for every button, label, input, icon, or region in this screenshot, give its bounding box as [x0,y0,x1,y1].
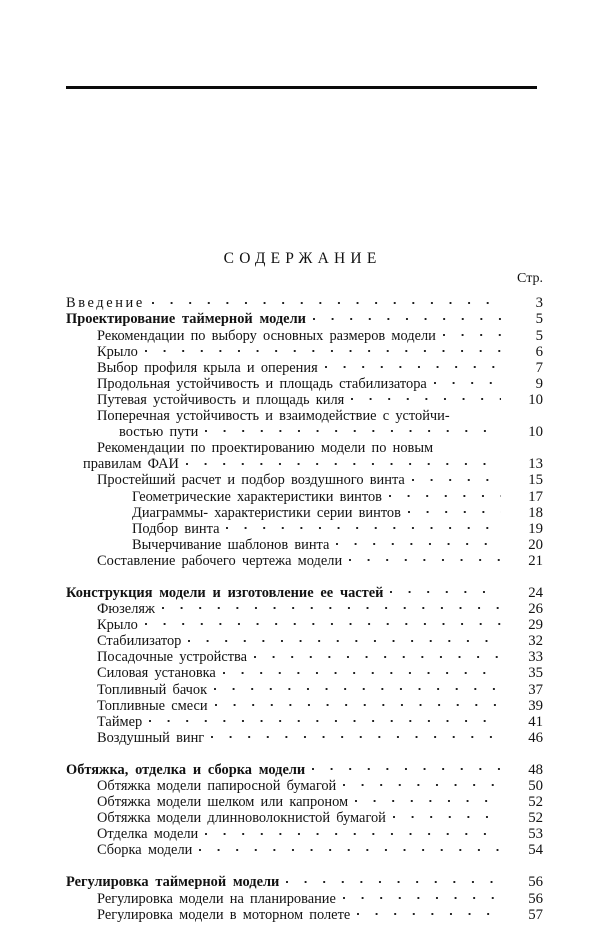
header-rule [66,86,537,89]
dot-leader [457,406,501,420]
toc-entry[interactable] [0,631,600,650]
dot-leader [349,551,501,565]
toc-entry[interactable] [0,454,600,473]
toc-entry-label: Конструкция модели и изготовление ее частей [66,584,384,601]
toc-entry-label: Таймер [97,713,143,730]
toc-entry[interactable] [0,470,600,489]
toc-entry-label: Топливные смеси [97,697,208,714]
toc-entry-page-number: 56 [528,890,543,907]
toc-entry-page-number: 50 [528,778,543,795]
toc-entry-label: Составление рабочего чертежа модели [97,552,343,569]
toc-entry-label: Регулировка таймерной модели [66,874,280,891]
toc-entry[interactable] [0,695,600,714]
toc-entry-label: Выбор профиля крыла и оперения [97,359,318,376]
dot-leader [343,776,501,790]
toc-entry-page-number: 35 [528,665,543,682]
toc-entry-label: Проектирование таймерной модели [66,311,306,328]
toc-entry[interactable] [0,422,600,441]
toc-entry-label: Регулировка модели на планирование [97,890,336,907]
toc-entry-label: Силовая установка [97,665,216,682]
toc-entry[interactable] [0,534,600,553]
toc-entry-page-number: 46 [528,729,543,746]
dot-leader [313,309,501,323]
dot-leader [343,888,501,902]
toc-entry-page-number: 54 [528,842,543,859]
dot-leader [188,631,501,645]
toc-entry[interactable] [0,727,600,746]
toc-entry-page-number: 52 [528,794,543,811]
dot-leader [390,583,501,597]
toc-entry-page-number: 19 [528,520,543,537]
toc-entry[interactable] [0,615,600,634]
dot-leader [162,599,501,613]
toc-entry[interactable] [0,438,600,457]
dot-leader [152,293,501,307]
toc-entry[interactable] [0,599,600,618]
toc-entry-label: Топливный бачок [97,681,208,698]
toc-entry-list [0,293,600,923]
toc-entry[interactable] [0,647,600,666]
dot-leader [149,711,501,725]
page-title: СОДЕРЖАНИЕ [223,250,382,267]
toc-entry-page-number: 53 [528,826,543,843]
toc-entry-label: Обтяжка модели длинноволокнистой бумагой [97,810,386,827]
dot-leader [186,454,501,468]
dot-leader [199,840,501,854]
toc-entry-page-number: 6 [535,343,543,360]
toc-entry[interactable] [0,341,600,360]
toc-entry[interactable] [0,406,600,425]
toc-entry[interactable] [0,373,600,392]
dot-leader [214,679,501,693]
toc-entry-page-number: 10 [528,424,543,441]
dot-leader [205,422,501,436]
toc-entry-page-number: 10 [528,391,543,408]
toc-entry[interactable] [0,502,600,521]
toc-entry[interactable] [0,486,600,505]
toc-entry[interactable] [0,679,600,698]
dot-leader [215,695,501,709]
toc-entry-page-number: 18 [528,504,543,521]
toc-entry-label: Простейший расчет и подбор воздушного винта [97,472,405,489]
toc-entry-label: Продольная устойчивость и площадь стабилизатора [97,375,427,392]
toc-entry-page-number: 9 [535,375,543,392]
toc-entry-label: Воздушный винг [97,729,205,746]
toc-entry-page-number: 48 [528,761,543,778]
dot-leader [393,808,501,822]
dot-leader [412,470,501,484]
toc-entry-page-number: 5 [535,327,543,344]
toc-entry-page-number: 24 [528,584,543,601]
toc-entry[interactable] [0,293,600,312]
toc-entry[interactable] [0,551,600,567]
toc-entry-label: Путевая устойчивость и площадь киля [97,391,345,408]
toc-entry[interactable] [0,872,600,891]
toc-entry-page-number: 32 [528,633,543,650]
dot-leader [336,534,501,548]
toc-entry-label: Подбор винта [132,520,220,537]
toc-entry-page-number: 33 [528,649,543,666]
toc-entry-label: Фюзеляж [97,601,155,618]
dot-leader [325,357,501,371]
dot-leader [408,502,501,516]
dot-leader [389,486,501,500]
toc-entry-page-number: 56 [528,874,543,891]
dot-leader [254,647,501,661]
dot-leader [145,341,501,355]
toc-entry[interactable] [0,309,600,328]
toc-entry-label: Диаграммы- характеристики серии винтов [132,504,401,521]
dot-leader [223,663,501,677]
toc-entry-label: Рекомендации по проектированию модели по новым [97,440,434,457]
toc-entry[interactable] [0,325,600,344]
toc-entry-page-number: 37 [528,681,543,698]
toc-entry[interactable] [0,904,600,923]
toc-entry-label: Поперечная устойчивость и взаимодействие с устойчи- [97,408,450,425]
dot-leader [145,615,501,629]
toc-entry-page-number: 3 [535,295,543,312]
toc-entry-label: Геометрические характеристики винтов [132,488,382,505]
dot-leader [205,824,501,838]
toc-entry[interactable] [0,888,600,907]
toc-entry-page-number: 13 [528,456,543,473]
toc-entry[interactable] [0,583,600,599]
toc-entry-page-number: 17 [528,488,543,505]
toc-entry-label: Сборка модели [97,842,193,859]
toc-entry[interactable] [0,840,600,859]
toc-entry-label: Рекомендации по выбору основных размеров модели [97,327,436,344]
toc-entry-label: Отделка модели [97,826,199,843]
toc-entry-label: Стабилизатор [97,633,182,650]
toc-entry-page-number: 26 [528,601,543,618]
toc-entry[interactable] [0,824,600,843]
dot-leader [434,373,501,387]
toc-entry-label: Крыло [97,343,138,360]
dot-leader [211,727,501,741]
toc-entry[interactable] [0,808,600,827]
toc-entry-label: востью пути [119,424,199,441]
toc-entry-label: Обтяжка модели папиросной бумагой [97,778,337,795]
toc-entry[interactable] [0,792,600,811]
toc-entry-page-number: 15 [528,472,543,489]
toc-entry-page-number: 5 [535,311,543,328]
dot-leader [357,904,501,918]
toc-entry[interactable] [0,390,600,406]
dot-leader [351,390,501,404]
toc-entry[interactable] [0,357,600,376]
toc-entry-page-number: 20 [528,536,543,553]
dot-leader [226,518,501,532]
toc-entry-page-number: 39 [528,697,543,714]
toc-entry[interactable] [0,776,600,795]
toc-entry[interactable] [0,711,600,730]
dot-leader [440,438,501,452]
toc-entry-page-number: 7 [535,359,543,376]
toc-entry-label: Регулировка модели в моторном полете [97,906,351,923]
dot-leader [443,325,501,339]
toc-entry-label: Посадочные устройства [97,649,248,666]
toc-entry[interactable] [0,760,600,776]
toc-entry-label: Обтяжка модели шелком или капроном [97,794,349,811]
toc-entry-label: Вычерчивание шаблонов винта [132,536,330,553]
toc-entry-label: Введение [66,295,145,312]
dot-leader [286,872,501,886]
toc-entry-label: Обтяжка, отделка и сборка модели [66,761,306,778]
toc-entry-page-number: 57 [528,906,543,923]
toc-entry[interactable] [0,518,600,537]
toc-entry-page-number: 41 [528,713,543,730]
dot-leader [355,792,501,806]
dot-leader [312,760,501,774]
page-column-header: Стр. [517,271,543,286]
toc-entry[interactable] [0,663,600,682]
toc-entry-page-number: 52 [528,810,543,827]
toc-entry-page-number: 29 [528,617,543,634]
toc-entry-page-number: 21 [528,552,543,569]
toc-entry-label: Крыло [97,617,138,634]
toc-entry-label: правилам ФАИ [83,456,179,473]
